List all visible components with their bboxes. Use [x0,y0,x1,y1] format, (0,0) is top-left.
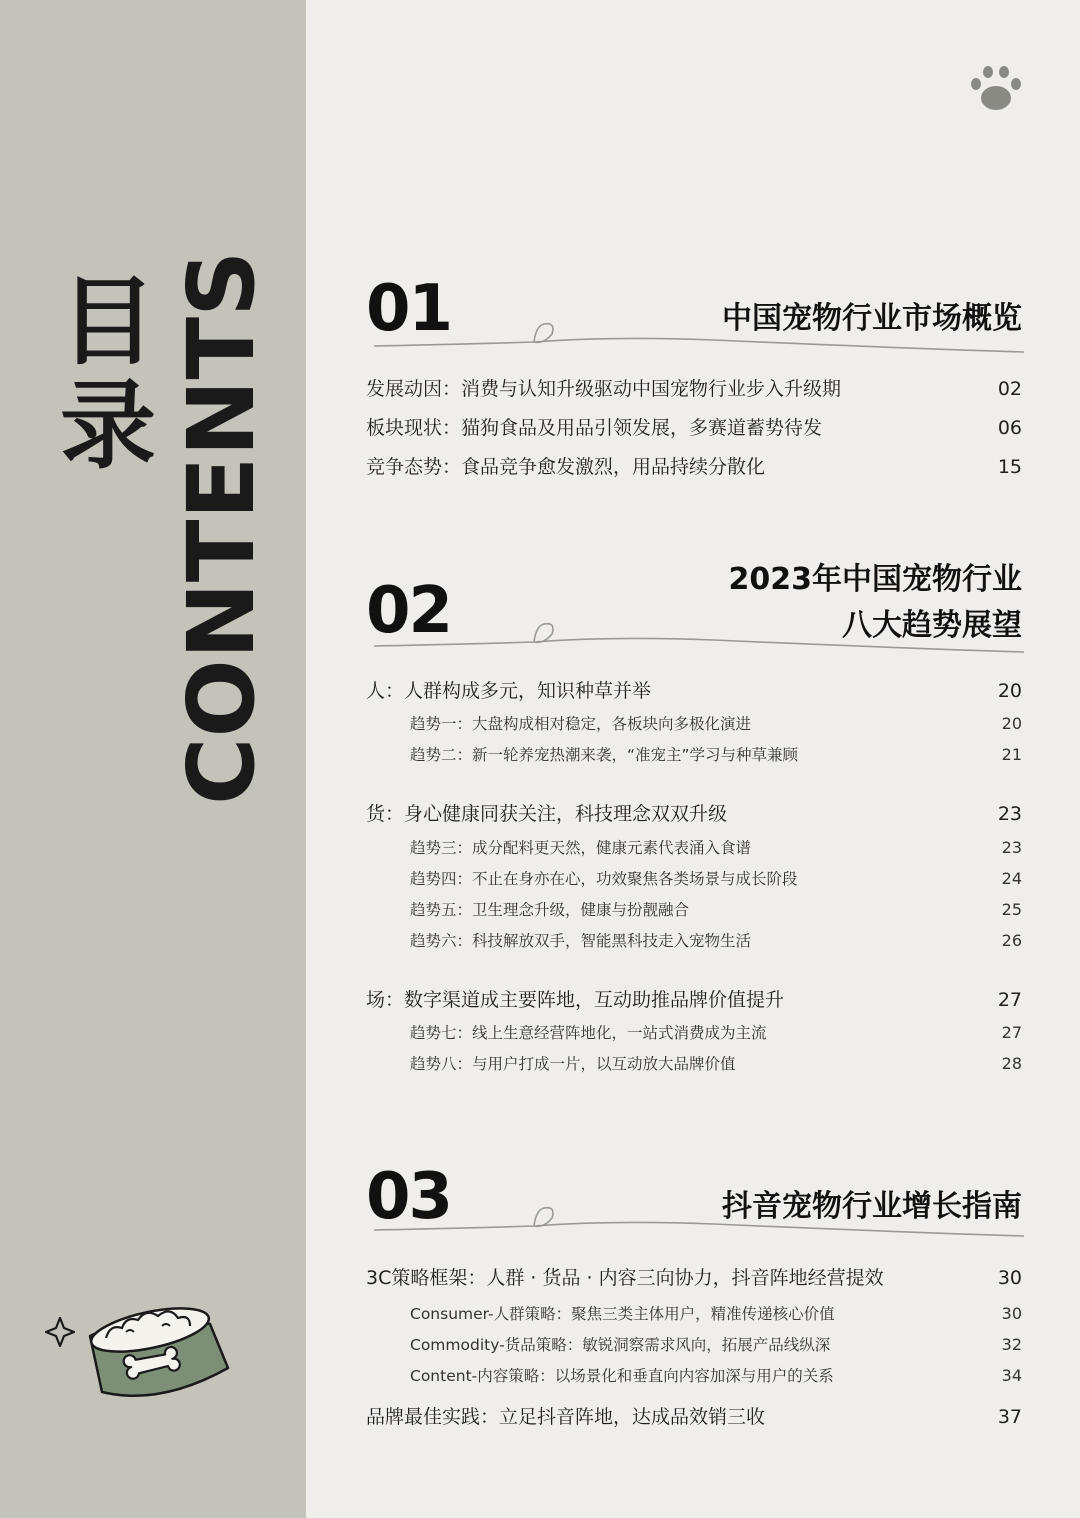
toc-item[interactable] [366,415,1022,441]
toc-subitem[interactable] [410,1053,1022,1075]
toc-subitem[interactable] [410,1365,1022,1387]
section-number-01: 01 [366,272,452,346]
toc-page-number: 26 [1001,931,1022,950]
toc-page-number: 32 [1001,1335,1022,1354]
toc-subitem-text: 趋势三：成分配料更天然，健康元素代表涌入食谱 [410,839,752,857]
toc-item[interactable] [366,987,1022,1013]
toc-item[interactable] [366,1404,1022,1430]
section-divider [374,616,1024,656]
toc-subitem[interactable] [410,744,1022,766]
section-divider [374,1200,1024,1240]
toc-item[interactable] [366,1265,1022,1291]
section-title-02-line2: 八大趋势展望 [842,608,1022,643]
toc-item-text: 板块现状：猫狗食品及用品引领发展，多赛道蓄势待发 [366,417,823,439]
toc-page-number: 23 [997,803,1022,825]
toc-item[interactable] [366,454,1022,480]
toc-page-number: 34 [1001,1366,1022,1385]
toc-subitem-text: Content-内容策略：以场景化和垂直向内容加深与用户的关系 [410,1367,834,1385]
toc-subitem-text: 趋势四：不止在身亦在心，功效聚焦各类场景与成长阶段 [410,870,798,888]
toc-subitem[interactable] [410,868,1022,890]
toc-page-number: 24 [1001,869,1022,888]
toc-item-text: 发展动因：消费与认知升级驱动中国宠物行业步入升级期 [366,378,842,400]
toc-page-number: 28 [1001,1054,1022,1073]
toc-item[interactable] [366,801,1022,827]
toc-subitem-text: 趋势二：新一轮养宠热潮来袭，“准宠主”学习与种草兼顾 [410,746,799,764]
section-title-02-line1: 2023年中国宠物行业 [728,562,1022,597]
toc-page-number: 27 [1001,1023,1022,1042]
contents-title-en: CONTENTS [168,250,275,805]
section-number-03: 03 [366,1160,452,1234]
title-char-1: 目 [60,266,156,378]
toc-page-number: 02 [997,378,1022,400]
toc-subitem[interactable] [410,1022,1022,1044]
contents-title-cn [58,266,158,482]
toc-item-text: 场：数字渠道成主要阵地，互动助推品牌价值提升 [366,989,785,1011]
toc-page-number: 15 [997,456,1022,478]
toc-subitem[interactable] [410,1334,1022,1356]
toc-item[interactable] [366,678,1022,704]
toc-page-number: 06 [997,417,1022,439]
pet-bowl-icon [40,1296,240,1406]
section-divider [374,316,1024,356]
toc-subitem-text: Commodity-货品策略：敏锐洞察需求风向，拓展产品线纵深 [410,1336,831,1354]
toc-item-text: 品牌最佳实践：立足抖音阵地，达成品效销三收 [366,1406,766,1428]
toc-page-number: 20 [997,680,1022,702]
toc-item-text: 人：人群构成多元，知识种草并举 [366,680,652,702]
toc-subitem[interactable] [410,899,1022,921]
toc-item-text: 3C策略框架：人群 · 货品 · 内容三向协力，抖音阵地经营提效 [366,1267,884,1289]
toc-page-number: 21 [1001,745,1022,764]
toc-item[interactable] [366,376,1022,402]
toc-subitem-text: 趋势一：大盘构成相对稳定，各板块向多极化演进 [410,715,752,733]
toc-page-number: 25 [1001,900,1022,919]
toc-subitem-text: 趋势六：科技解放双手，智能黑科技走入宠物生活 [410,932,752,950]
toc-subitem-text: 趋势八：与用户打成一片，以互动放大品牌价值 [410,1055,736,1073]
toc-subitem[interactable] [410,713,1022,735]
toc-subitem[interactable] [410,837,1022,859]
toc-page-number: 30 [1001,1304,1022,1323]
toc-page-number: 37 [997,1406,1022,1428]
toc-item-text: 货：身心健康同获关注，科技理念双双升级 [366,803,728,825]
section-number-02: 02 [366,574,452,648]
section-title-01: 中国宠物行业市场概览 [722,301,1022,336]
sparkle-icon [46,1318,74,1346]
toc-subitem[interactable] [410,1303,1022,1325]
toc-item-text: 竞争态势：食品竞争愈发激烈，用品持续分散化 [366,456,766,478]
title-char-2: 录 [60,370,156,482]
sidebar-panel [0,0,306,1518]
toc-subitem-text: 趋势七：线上生意经营阵地化，一站式消费成为主流 [410,1024,767,1042]
toc-subitem-text: Consumer-人群策略：聚焦三类主体用户，精准传递核心价值 [410,1305,835,1323]
toc-page-number: 30 [997,1267,1022,1289]
toc-page-number: 20 [1001,714,1022,733]
toc-page-number: 23 [1001,838,1022,857]
toc-subitem-text: 趋势五：卫生理念升级，健康与扮靓融合 [410,901,690,919]
toc-page-number: 27 [997,989,1022,1011]
paw-icon [966,62,1026,118]
section-title-03: 抖音宠物行业增长指南 [722,1189,1022,1224]
toc-subitem[interactable] [410,930,1022,952]
